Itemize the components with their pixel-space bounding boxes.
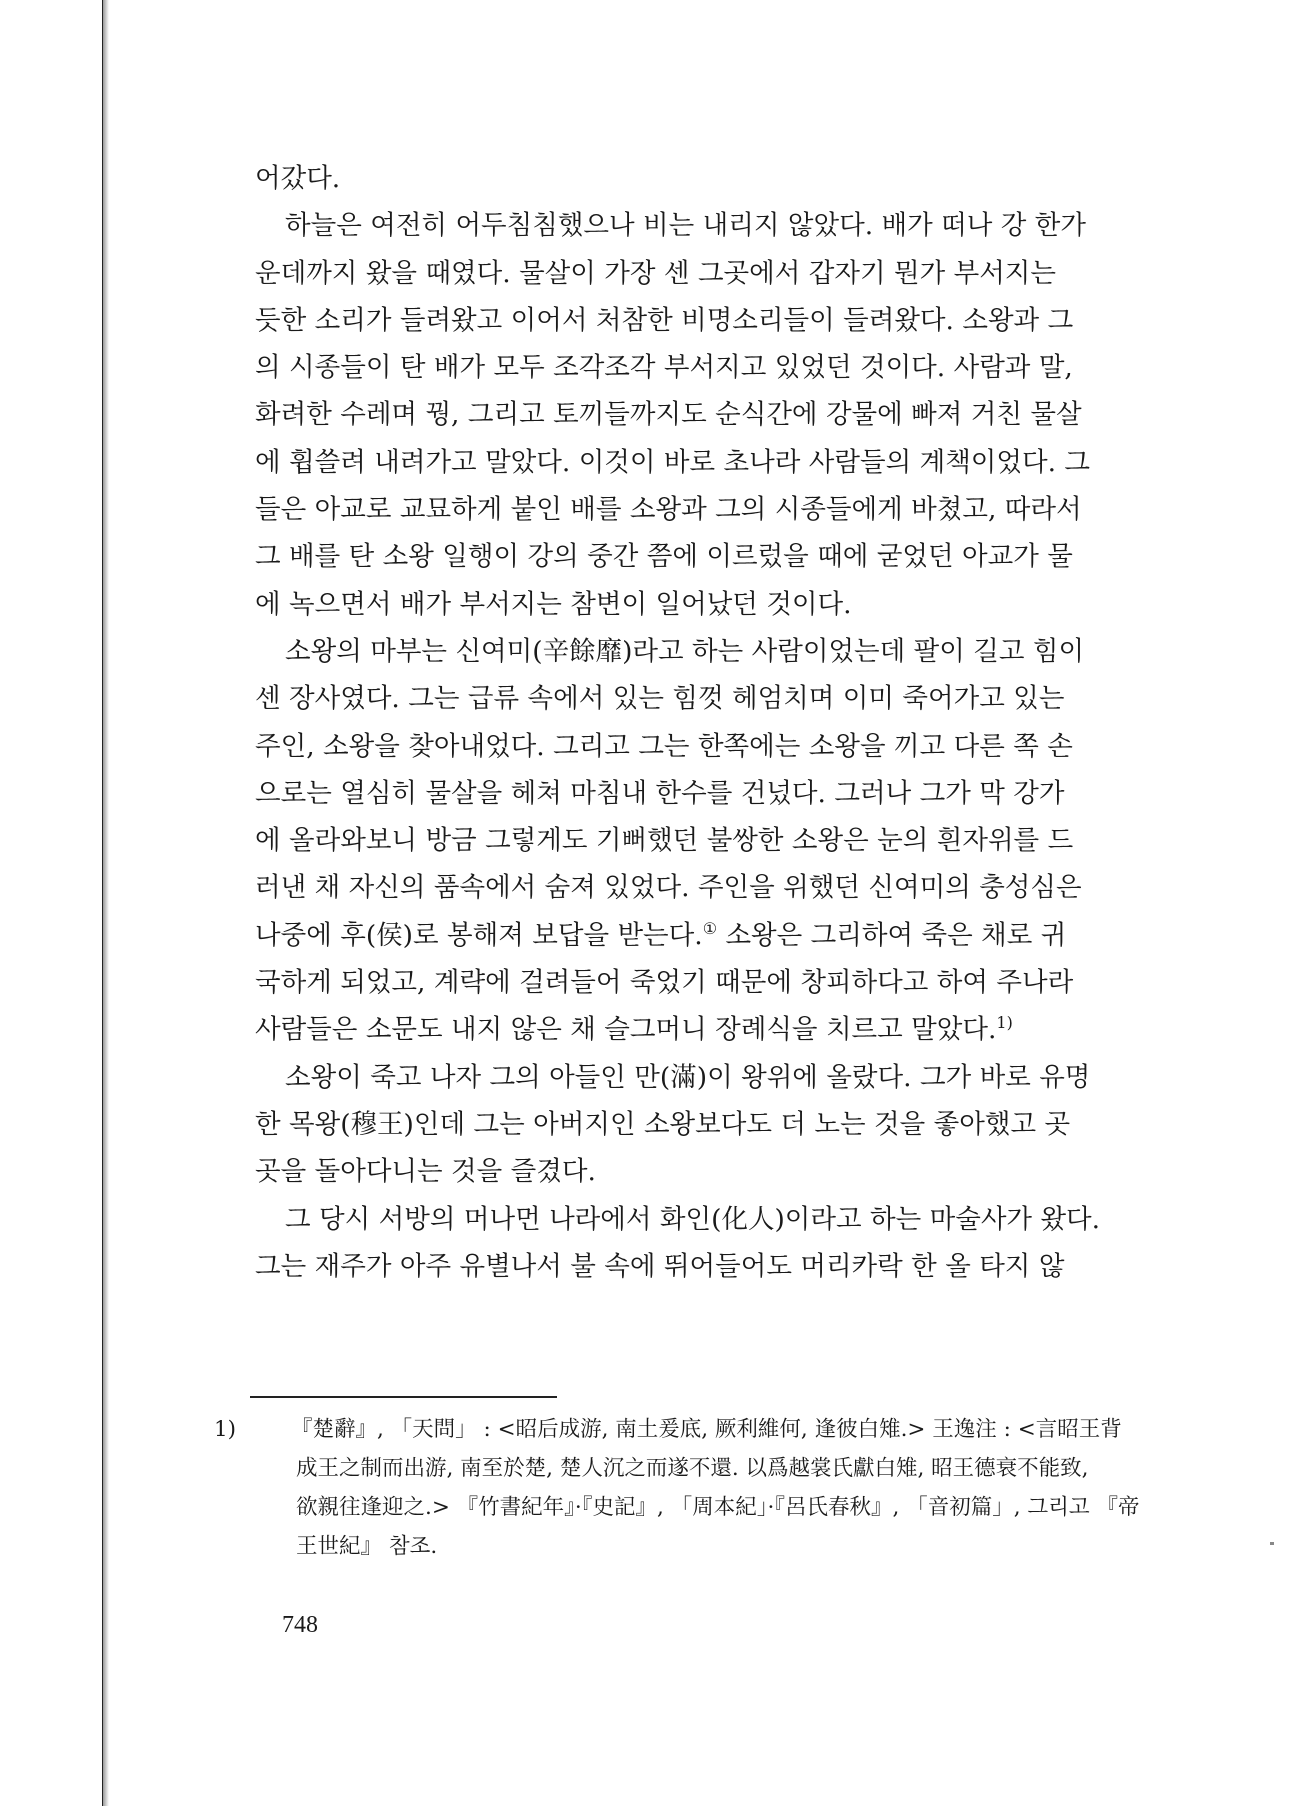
text-line: 화려한 수레며 꿩, 그리고 토끼들까지도 순식간에 강물에 빠져 거친 물살 — [255, 399, 1082, 431]
body-text — [255, 155, 1182, 1290]
text-line: 으로는 열심히 물살을 헤쳐 마침내 한수를 건넜다. 그러나 그가 막 강가 — [255, 777, 1065, 809]
circled-note-mark: ① — [702, 918, 718, 938]
paragraph — [255, 628, 1182, 1054]
text-line: 러낸 채 자신의 품속에서 숨져 있었다. 주인을 위했던 신여미의 충성심은 — [255, 872, 1082, 904]
text-line: 한 목왕(穆王)인데 그는 아버지인 소왕보다도 더 노는 것을 좋아했고 곳 — [255, 1108, 1071, 1140]
paragraph — [255, 1196, 1182, 1291]
footnote-rule — [250, 1396, 557, 1398]
text-line: 에 녹으면서 배가 부서지는 참변이 일어났던 것이다. — [255, 588, 852, 620]
paragraph — [255, 202, 1182, 628]
text-line: 그 배를 탄 소왕 일행이 강의 중간 쯤에 이르렀을 때에 굳었던 아교가 물 — [255, 541, 1073, 573]
text-line: 곳을 돌아다니는 것을 즐겼다. — [255, 1156, 596, 1188]
text-line: 어갔다. — [255, 163, 341, 194]
text-line: 듯한 소리가 들려왔고 이어서 처참한 비명소리들이 들려왔다. 소왕과 그 — [255, 304, 1074, 336]
margin-mark — [1270, 1542, 1274, 1545]
text-line: 그 당시 서방의 머나먼 나라에서 화인(化人)이라고 하는 마술사가 왔다. — [285, 1203, 1101, 1235]
footnote-line: 欲親往逢迎之.> 『竹書紀年』·『史記』, 「周本紀」·『呂氏春秋』, 「音初篇」, 그리고 『帝 — [296, 1495, 1140, 1520]
text-line: 하늘은 여전히 어두침침했으나 비는 내리지 않았다. 배가 떠나 강 한가 — [285, 210, 1087, 242]
text-line: 주인, 소왕을 찾아내었다. 그리고 그는 한쪽에는 소왕을 끼고 다른 쪽 손 — [255, 730, 1073, 762]
page-edge-shadow — [103, 0, 109, 1806]
paragraph — [255, 1054, 1182, 1196]
text-line: 운데까지 왔을 때였다. 물살이 가장 센 그곳에서 갑자기 뭔가 부서지는 — [255, 257, 1057, 289]
text-line: 센 장사였다. 그는 급류 속에서 있는 힘껏 헤엄치며 이미 죽어가고 있는 — [255, 683, 1065, 715]
text-line: 사람들은 소문도 내지 않은 채 슬그머니 장례식을 치르고 말았다. — [255, 1014, 997, 1046]
footnote-ref[interactable]: 1) — [996, 1013, 1013, 1033]
footnote-line — [214, 1410, 1182, 1449]
text-line: 소왕의 마부는 신여미(辛餘靡)라고 하는 사람이었는데 팔이 길고 힘이 — [285, 635, 1085, 667]
text-line: 소왕이 죽고 나자 그의 아들인 만(滿)이 왕위에 올랐다. 그가 바로 유명 — [285, 1061, 1091, 1093]
text-line: 들은 아교로 교묘하게 붙인 배를 소왕과 그의 시종들에게 바쳤고, 따라서 — [255, 494, 1082, 526]
text-line: 의 시종들이 탄 배가 모두 조각조각 부서지고 있었던 것이다. 사람과 말, — [255, 352, 1073, 384]
text-line: 에 휩쓸려 내려가고 말았다. 이것이 바로 초나라 사람들의 계책이었다. 그 — [255, 446, 1091, 478]
paragraph — [255, 155, 1182, 202]
text-line: 그는 재주가 아주 유별나서 불 속에 뛰어들어도 머리카락 한 올 타지 않 — [255, 1250, 1065, 1282]
text-line: 에 올라와보니 방금 그렇게도 기뻐했던 불쌍한 소왕은 눈의 흰자위를 드 — [255, 825, 1074, 857]
footnote-number: 1) — [214, 1417, 237, 1442]
footnote-text: 『楚辭』, 「天問」 : <昭后成游, 南土爰底, 厥利維何, 逢彼白雉.> 王逸注 : <言昭王背 — [291, 1417, 1122, 1442]
text-line: 국하게 되었고, 계략에 걸려들어 죽었기 때문에 창피하다고 하여 주나라 — [255, 967, 1074, 999]
text-line: 나중에 후(侯)로 봉해져 보답을 받는다. — [255, 919, 703, 951]
footnote — [214, 1410, 1182, 1566]
footnote-line: 王世紀』 참조. — [296, 1534, 438, 1559]
footnote-line: 成王之制而出游, 南至於楚, 楚人沉之而遂不還. 以爲越裳氏獻白雉, 昭王德衰不能致, — [296, 1456, 1089, 1481]
page-number: 748 — [282, 1612, 318, 1638]
text-line: 소왕은 그리하여 죽은 채로 귀 — [717, 919, 1067, 951]
